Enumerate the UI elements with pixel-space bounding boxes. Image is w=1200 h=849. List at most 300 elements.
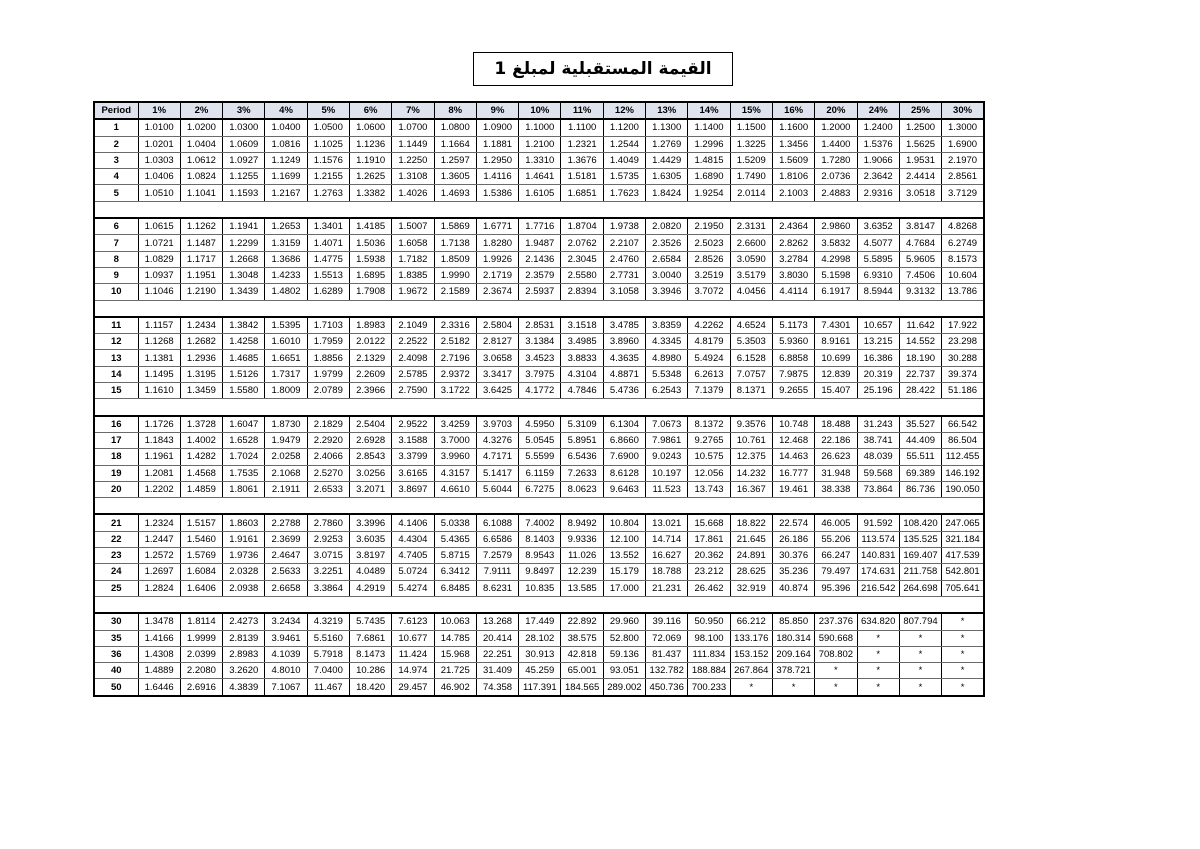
- factor-cell: 1.6406: [180, 580, 222, 596]
- factor-cell: 1.8114: [180, 613, 222, 630]
- factor-cell: 21.725: [434, 663, 476, 679]
- factor-cell: 3.1058: [603, 284, 645, 300]
- factor-cell: 1.4685: [223, 350, 265, 366]
- header-rate: 3%: [223, 102, 265, 119]
- factor-cell: 17.922: [942, 317, 984, 334]
- factor-cell: 35.527: [899, 416, 941, 433]
- factor-cell: 2.0736: [815, 169, 857, 185]
- factor-cell: 4.8980: [646, 350, 688, 366]
- factor-cell: 2.8127: [476, 334, 518, 350]
- spacer-cell: [899, 498, 941, 515]
- header-rate: 10%: [519, 102, 561, 119]
- factor-cell: 708.802: [815, 646, 857, 662]
- factor-cell: 1.0612: [180, 152, 222, 168]
- factor-cell: 3.8833: [561, 350, 603, 366]
- factor-cell: 1.1268: [138, 334, 180, 350]
- factor-cell: 2.4066: [307, 449, 349, 465]
- factor-cell: 378.721: [772, 663, 814, 679]
- spacer-cell: [857, 201, 899, 218]
- spacer-cell: [730, 498, 772, 515]
- factor-cell: 1.0721: [138, 235, 180, 251]
- factor-cell: 1.0615: [138, 218, 180, 235]
- factor-cell: *: [942, 646, 984, 662]
- table-row: [94, 350, 984, 366]
- factor-cell: 1.2625: [349, 169, 391, 185]
- factor-cell: 86.504: [942, 432, 984, 448]
- factor-cell: 4.1039: [265, 646, 307, 662]
- factor-cell: 1.8061: [223, 481, 265, 497]
- factor-cell: 1.0400: [265, 119, 307, 136]
- factor-cell: 4.5077: [857, 235, 899, 251]
- factor-cell: 1.9926: [476, 251, 518, 267]
- spacer-cell: [603, 596, 645, 613]
- factor-cell: 18.822: [730, 514, 772, 531]
- header-rate: 1%: [138, 102, 180, 119]
- factor-cell: 247.065: [942, 514, 984, 531]
- factor-cell: 1.6058: [392, 235, 434, 251]
- spacer-cell: [772, 399, 814, 416]
- factor-cell: 13.268: [476, 613, 518, 630]
- table-row: [94, 432, 984, 448]
- factor-cell: *: [815, 679, 857, 696]
- factor-cell: 38.575: [561, 630, 603, 646]
- factor-cell: 5.3109: [561, 416, 603, 433]
- factor-cell: 1.7623: [603, 185, 645, 201]
- factor-cell: 3.6352: [857, 218, 899, 235]
- factor-cell: 3.9461: [265, 630, 307, 646]
- factor-cell: 8.5944: [857, 284, 899, 300]
- factor-cell: 69.389: [899, 465, 941, 481]
- factor-cell: 52.800: [603, 630, 645, 646]
- factor-cell: 5.5599: [519, 449, 561, 465]
- factor-cell: 4.1772: [519, 383, 561, 399]
- spacer-cell: [603, 201, 645, 218]
- factor-cell: 1.6895: [349, 267, 391, 283]
- factor-cell: 1.7535: [223, 465, 265, 481]
- factor-cell: 1.0800: [434, 119, 476, 136]
- factor-cell: 1.3195: [180, 366, 222, 382]
- factor-cell: 111.834: [688, 646, 730, 662]
- factor-cell: 3.0715: [307, 548, 349, 564]
- factor-cell: 1.2763: [307, 185, 349, 201]
- period-cell: 40: [94, 663, 138, 679]
- factor-cell: 1.0303: [138, 152, 180, 168]
- factor-cell: 2.3966: [349, 383, 391, 399]
- factor-cell: 18.420: [349, 679, 391, 696]
- spacer-cell: [857, 300, 899, 317]
- factor-cell: 1.3478: [138, 613, 180, 630]
- factor-cell: *: [942, 613, 984, 630]
- factor-cell: 1.1025: [307, 136, 349, 152]
- factor-cell: 1.0816: [265, 136, 307, 152]
- page-title: القيمة المستقبلية لمبلغ 1: [473, 52, 733, 86]
- factor-cell: 1.5376: [857, 136, 899, 152]
- factor-cell: 590.668: [815, 630, 857, 646]
- factor-cell: 5.7918: [307, 646, 349, 662]
- spacer-cell: [815, 498, 857, 515]
- factor-cell: 1.9736: [223, 548, 265, 564]
- period-cell: 10: [94, 284, 138, 300]
- factor-cell: 1.5938: [349, 251, 391, 267]
- factor-cell: 1.2167: [265, 185, 307, 201]
- factor-cell: 542.801: [942, 564, 984, 580]
- factor-cell: 1.4815: [688, 152, 730, 168]
- spacer-cell: [349, 201, 391, 218]
- table-row: [94, 119, 984, 136]
- factor-cell: 7.4002: [519, 514, 561, 531]
- factor-cell: 40.874: [772, 580, 814, 596]
- factor-cell: 14.714: [646, 531, 688, 547]
- spacer-cell: [180, 201, 222, 218]
- factor-cell: 14.552: [899, 334, 941, 350]
- table-row: [94, 185, 984, 201]
- table-row: [94, 481, 984, 497]
- factor-cell: 2.3131: [730, 218, 772, 235]
- spacer-cell: [307, 300, 349, 317]
- factor-cell: 5.4365: [434, 531, 476, 547]
- factor-cell: 1.2081: [138, 465, 180, 481]
- spacer-cell: [307, 201, 349, 218]
- header-rate: 25%: [899, 102, 941, 119]
- factor-cell: 13.585: [561, 580, 603, 596]
- factor-cell: 1.5181: [561, 169, 603, 185]
- factor-cell: 8.1372: [688, 416, 730, 433]
- factor-cell: 2.5937: [519, 284, 561, 300]
- period-cell: 22: [94, 531, 138, 547]
- spacer-cell: [265, 300, 307, 317]
- factor-cell: 2.5023: [688, 235, 730, 251]
- factor-cell: 50.950: [688, 613, 730, 630]
- factor-cell: 1.1495: [138, 366, 180, 382]
- factor-cell: 3.4523: [519, 350, 561, 366]
- factor-cell: 9.2765: [688, 432, 730, 448]
- factor-cell: 39.116: [646, 613, 688, 630]
- factor-cell: 10.761: [730, 432, 772, 448]
- factor-cell: 3.7129: [942, 185, 984, 201]
- factor-cell: 26.462: [688, 580, 730, 596]
- factor-cell: 1.0937: [138, 267, 180, 283]
- period-cell: 9: [94, 267, 138, 283]
- factor-cell: 174.631: [857, 564, 899, 580]
- factor-cell: 1.2321: [561, 136, 603, 152]
- spacer-cell: [730, 596, 772, 613]
- table-row: [94, 284, 984, 300]
- factor-cell: 14.785: [434, 630, 476, 646]
- factor-cell: 10.699: [815, 350, 857, 366]
- factor-cell: 1.3686: [265, 251, 307, 267]
- factor-cell: 79.497: [815, 564, 857, 580]
- factor-cell: 1.0200: [180, 119, 222, 136]
- factor-cell: 3.2434: [265, 613, 307, 630]
- factor-cell: 9.6463: [603, 481, 645, 497]
- factor-cell: 1.9487: [519, 235, 561, 251]
- factor-cell: 29.960: [603, 613, 645, 630]
- factor-cell: 20.362: [688, 548, 730, 564]
- table-row: [94, 267, 984, 283]
- factor-cell: 1.6047: [223, 416, 265, 433]
- spacer-cell: [899, 596, 941, 613]
- spacer-cell: [772, 300, 814, 317]
- factor-cell: 1.4641: [519, 169, 561, 185]
- factor-cell: 2.6584: [646, 251, 688, 267]
- factor-cell: 6.1917: [815, 284, 857, 300]
- factor-cell: 12.375: [730, 449, 772, 465]
- period-cell: 23: [94, 548, 138, 564]
- factor-cell: 2.0399: [180, 646, 222, 662]
- factor-cell: 1.6105: [519, 185, 561, 201]
- factor-cell: 19.461: [772, 481, 814, 497]
- factor-cell: 1.1381: [138, 350, 180, 366]
- factor-cell: 86.736: [899, 481, 941, 497]
- factor-cell: 2.8394: [561, 284, 603, 300]
- factor-cell: 1.2100: [519, 136, 561, 152]
- spacer-cell: [561, 201, 603, 218]
- factor-cell: 2.8561: [942, 169, 984, 185]
- factor-cell: 113.574: [857, 531, 899, 547]
- factor-cell: 45.259: [519, 663, 561, 679]
- factor-cell: 1.5007: [392, 218, 434, 235]
- factor-cell: 4.4114: [772, 284, 814, 300]
- factor-cell: 6.7275: [519, 481, 561, 497]
- factor-cell: 95.396: [815, 580, 857, 596]
- factor-cell: 6.1088: [476, 514, 518, 531]
- factor-cell: 35.236: [772, 564, 814, 580]
- factor-cell: 1.2500: [899, 119, 941, 136]
- factor-cell: 2.5270: [307, 465, 349, 481]
- factor-cell: 6.8858: [772, 350, 814, 366]
- factor-cell: 1.4775: [307, 251, 349, 267]
- factor-cell: 1.4166: [138, 630, 180, 646]
- factor-cell: 11.467: [307, 679, 349, 696]
- factor-cell: 1.3728: [180, 416, 222, 433]
- factor-cell: 18.190: [899, 350, 941, 366]
- factor-cell: 26.186: [772, 531, 814, 547]
- table-row: [94, 416, 984, 433]
- factor-cell: 1.4002: [180, 432, 222, 448]
- spacer-cell: [646, 596, 688, 613]
- factor-cell: 11.026: [561, 548, 603, 564]
- factor-cell: 1.3676: [561, 152, 603, 168]
- factor-cell: *: [857, 663, 899, 679]
- period-cell: 4: [94, 169, 138, 185]
- factor-cell: 2.1911: [265, 481, 307, 497]
- spacer-cell: [476, 596, 518, 613]
- factor-cell: 6.1159: [519, 465, 561, 481]
- factor-cell: 1.0900: [476, 119, 518, 136]
- factor-cell: 1.0829: [138, 251, 180, 267]
- spacer-cell: [942, 596, 984, 613]
- factor-cell: 1.3456: [772, 136, 814, 152]
- spacer-cell: [180, 498, 222, 515]
- period-cell: 11: [94, 317, 138, 334]
- spacer-cell: [180, 300, 222, 317]
- factor-cell: 11.424: [392, 646, 434, 662]
- spacer-cell: [519, 300, 561, 317]
- factor-cell: 2.3526: [646, 235, 688, 251]
- factor-cell: 264.698: [899, 580, 941, 596]
- factor-cell: *: [857, 630, 899, 646]
- period-cell: 36: [94, 646, 138, 662]
- factor-cell: 1.8280: [476, 235, 518, 251]
- factor-cell: 1.1881: [476, 136, 518, 152]
- factor-cell: 1.9799: [307, 366, 349, 382]
- factor-cell: 1.9254: [688, 185, 730, 201]
- spacer-cell: [688, 201, 730, 218]
- factor-cell: 7.0673: [646, 416, 688, 433]
- factor-cell: 3.2251: [307, 564, 349, 580]
- factor-cell: 1.1610: [138, 383, 180, 399]
- factor-cell: 153.152: [730, 646, 772, 662]
- factor-cell: 2.1049: [392, 317, 434, 334]
- factor-cell: 7.6900: [603, 449, 645, 465]
- factor-cell: 2.8139: [223, 630, 265, 646]
- factor-cell: *: [730, 679, 772, 696]
- factor-cell: 6.2613: [688, 366, 730, 382]
- spacer-cell: [307, 596, 349, 613]
- spacer-cell: [772, 596, 814, 613]
- factor-cell: 31.409: [476, 663, 518, 679]
- factor-cell: 4.3219: [307, 613, 349, 630]
- factor-cell: 1.4308: [138, 646, 180, 662]
- table-row: [94, 646, 984, 662]
- factor-cell: 2.3316: [434, 317, 476, 334]
- factor-cell: 1.5609: [772, 152, 814, 168]
- factor-cell: 1.5735: [603, 169, 645, 185]
- factor-cell: 1.4802: [265, 284, 307, 300]
- spacer-cell: [223, 399, 265, 416]
- spacer-cell: [646, 300, 688, 317]
- factor-cell: 1.0510: [138, 185, 180, 201]
- factor-cell: 22.574: [772, 514, 814, 531]
- factor-cell: 7.9111: [476, 564, 518, 580]
- factor-cell: 3.3946: [646, 284, 688, 300]
- factor-cell: 1.9066: [857, 152, 899, 168]
- spacer-cell: [942, 201, 984, 218]
- factor-cell: 1.2936: [180, 350, 222, 366]
- factor-cell: 1.2000: [815, 119, 857, 136]
- factor-cell: 3.3799: [392, 449, 434, 465]
- factor-cell: 1.4400: [815, 136, 857, 152]
- factor-cell: 1.7908: [349, 284, 391, 300]
- factor-cell: 705.641: [942, 580, 984, 596]
- factor-cell: 3.4785: [603, 317, 645, 334]
- factor-cell: 3.0040: [646, 267, 688, 283]
- table-row: [94, 334, 984, 350]
- factor-cell: 16.627: [646, 548, 688, 564]
- factor-cell: 4.2919: [349, 580, 391, 596]
- factor-cell: 2.4760: [603, 251, 645, 267]
- factor-cell: 25.196: [857, 383, 899, 399]
- spacer-cell: [603, 498, 645, 515]
- factor-cell: 2.0789: [307, 383, 349, 399]
- factor-cell: 1.0201: [138, 136, 180, 152]
- factor-cell: 1.1726: [138, 416, 180, 433]
- spacer-cell: [688, 498, 730, 515]
- factor-cell: 1.2250: [392, 152, 434, 168]
- factor-cell: 1.6289: [307, 284, 349, 300]
- factor-cell: *: [942, 679, 984, 696]
- factor-cell: 32.919: [730, 580, 772, 596]
- table-row: [94, 136, 984, 152]
- factor-cell: 3.7000: [434, 432, 476, 448]
- factor-cell: 1.4116: [476, 169, 518, 185]
- spacer-cell: [94, 399, 138, 416]
- factor-cell: 1.5869: [434, 218, 476, 235]
- factor-cell: 1.2653: [265, 218, 307, 235]
- factor-cell: 51.186: [942, 383, 984, 399]
- factor-cell: 10.804: [603, 514, 645, 531]
- spacer-cell: [646, 399, 688, 416]
- factor-cell: 30.913: [519, 646, 561, 662]
- factor-cell: 2.0820: [646, 218, 688, 235]
- factor-cell: 267.864: [730, 663, 772, 679]
- table-row: [94, 218, 984, 235]
- header-rate: 24%: [857, 102, 899, 119]
- spacer-cell: [857, 596, 899, 613]
- factor-cell: 3.1722: [434, 383, 476, 399]
- factor-cell: 135.525: [899, 531, 941, 547]
- factor-cell: 2.8262: [772, 235, 814, 251]
- factor-cell: 1.6651: [265, 350, 307, 366]
- factor-cell: 3.1588: [392, 432, 434, 448]
- factor-cell: 2.4273: [223, 613, 265, 630]
- factor-cell: 5.1173: [772, 317, 814, 334]
- spacer-cell: [138, 498, 180, 515]
- factor-cell: 6.6586: [476, 531, 518, 547]
- factor-cell: 59.136: [603, 646, 645, 662]
- factor-cell: 3.8359: [646, 317, 688, 334]
- factor-cell: 2.7590: [392, 383, 434, 399]
- factor-cell: 4.5950: [519, 416, 561, 433]
- factor-cell: 4.8179: [688, 334, 730, 350]
- factor-cell: 1.5209: [730, 152, 772, 168]
- factor-cell: 17.449: [519, 613, 561, 630]
- factor-cell: 5.1417: [476, 465, 518, 481]
- factor-cell: 1.2324: [138, 514, 180, 531]
- factor-cell: 5.6044: [476, 481, 518, 497]
- factor-cell: 46.902: [434, 679, 476, 696]
- factor-cell: 2.1589: [434, 284, 476, 300]
- factor-cell: 48.039: [857, 449, 899, 465]
- factor-cell: 1.1300: [646, 119, 688, 136]
- factor-cell: 1.1255: [223, 169, 265, 185]
- factor-cell: 9.3132: [899, 284, 941, 300]
- factor-cell: 10.677: [392, 630, 434, 646]
- factor-cell: 1.8385: [392, 267, 434, 283]
- factor-cell: 3.2784: [772, 251, 814, 267]
- factor-cell: *: [815, 663, 857, 679]
- factor-cell: 1.1487: [180, 235, 222, 251]
- factor-cell: 1.4026: [392, 185, 434, 201]
- spacer-cell: [646, 498, 688, 515]
- factor-cell: 4.2998: [815, 251, 857, 267]
- spacer-cell: [434, 498, 476, 515]
- table-row: [94, 663, 984, 679]
- factor-cell: 2.2522: [392, 334, 434, 350]
- factor-cell: 3.0256: [349, 465, 391, 481]
- factor-cell: 1.5460: [180, 531, 222, 547]
- period-cell: 16: [94, 416, 138, 433]
- factor-cell: 1.0406: [138, 169, 180, 185]
- factor-cell: 22.186: [815, 432, 857, 448]
- factor-cell: 1.2668: [223, 251, 265, 267]
- factor-cell: 93.051: [603, 663, 645, 679]
- factor-cell: 73.864: [857, 481, 899, 497]
- factor-cell: 188.884: [688, 663, 730, 679]
- factor-cell: 2.6916: [180, 679, 222, 696]
- spacer-cell: [603, 399, 645, 416]
- factor-cell: 7.1379: [688, 383, 730, 399]
